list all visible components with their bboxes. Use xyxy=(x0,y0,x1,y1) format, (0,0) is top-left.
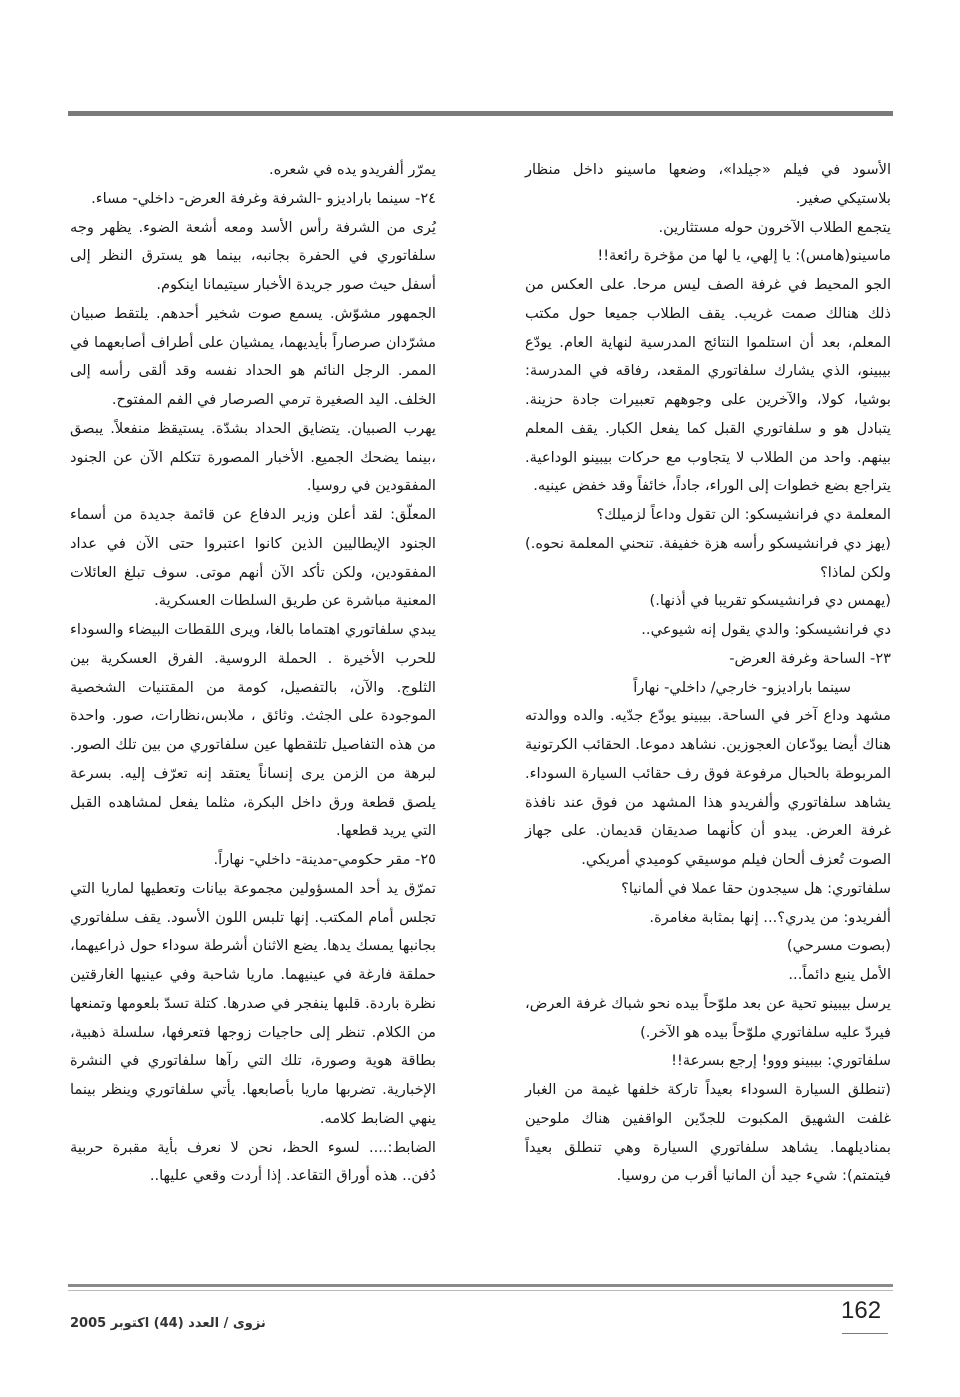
page-number: 162 xyxy=(841,1297,882,1324)
issue-footer: نزوى / العدد (44) اكتوبر 2005 xyxy=(70,1316,266,1331)
paragraph: المعلّق: لقد أعلن وزير الدفاع عن قائمة جديدة من أسماء الجنود الإيطاليين الذين كانوا اعتبروا حتى الآن في عداد المفقودين، ولكن تأكد الآن أنهم موتى. سوف تبلغ العائلات المعنية مباشرة عن طريق السلطات العسكرية. xyxy=(70,506,436,610)
bottom-divider-thin xyxy=(68,1290,893,1291)
page-number-underline xyxy=(842,1333,888,1334)
paragraph: (تنطلق السيارة السوداء بعيداً تاركة خلفها غيمة من الغبار غلفت الشهيق المكبوت للجدّين الواقفين هناك ملوحين بمناديلهما. يشاهد سلفاتوري السيارة وهي تنطلق بعيداً فيتمتم): شيء جيد أن المانيا أقرب من روسيا. xyxy=(525,1081,891,1185)
paragraph: تمرّق يد أحد المسؤولين مجموعة بيانات وتعطيها لماريا التي تجلس أمام المكتب. إنها تلبس اللون الأسود. يقف سلفاتوري بجانبها يمسك يدها. يضع الاثنان أشرطة سوداء حول ذراعيهما، حملقة فارغة في عينيهما. ماريا شاحبة وفي عينيها الغارقتين نظرة باردة. قلبها ينفجر في صدرها. كتلة تسدّ بلعومها وتمنعها من الكلام. تنظر إلى حاجيات زوجها فتعرفها، سلسلة ذهبية، بطاقة هوية وصورة، تلك التي رآها سلفاتوري في النشرة الإخبارية. تضربها ماريا بأصابعها. يأتي سلفاتوري وينظر بينما ينهي الضابط كلامه. xyxy=(70,879,436,1127)
paragraph: سلفاتوري: بيبينو ووو! إرجع بسرعة!! xyxy=(671,1052,891,1070)
paragraph: ماسينو(هامس): يا إلهي، يا لها من مؤخرة رائعة!! xyxy=(597,247,891,265)
paragraph: يتجمع الطلاب الآخرون حوله مستثارين. xyxy=(658,218,891,236)
top-divider xyxy=(68,111,893,116)
paragraph: مشهد وداع آخر في الساحة. بيبينو يودّع جدّيه. والده ووالدته هناك أيضا يودّعان العجوزين. نشاهد دموعا. الحقائب الكرتونية المربوطة بالحبال مرفوعة فوق رف حقائب السيارة السوداء. يشاهد سلفاتوري وألفريدو هذا المشهد من فوق عند نافذة غرفة العرض. يبدو أن كأنهما صديقان قديمان. على جهاز الصوت تُعزف ألحان فيلم موسيقي كوميدي أمريكي. xyxy=(525,707,891,868)
paragraph: الجمهور مشوّش. يسمع صوت شخير أحدهم. يلتقط صبيان مشرّدان صرصاراً بأيديهما، يمشيان على أطراف أصابعهما في الممر. الرجل النائم هو الحداد نفسه وقد ألقى رأسه إلى الخلف. اليد الصغيرة ترمي الصرصار في الفم المفتوح. xyxy=(70,304,436,408)
paragraph: الأمل ينبع دائماً... xyxy=(788,966,891,983)
paragraph: الأسود في فيلم «جيلدا»، وضعها ماسينو داخل منظار بلاستيكي صغير. xyxy=(525,161,891,207)
paragraph: الجو المحيط في غرفة الصف ليس مرحا. على العكس من ذلك هنالك صمت غريب. يقف الطلاب جميعا حول مكتب المعلم، بعد أن استلموا النتائج المدرسية لنهاية العام. يودّع بيبينو، الذي يشارك سلفاتوري المقعد، رفاقه في المدرسة: بوشيا، كولا، والآخرين على وجوههم تعبيرات جادة حزينة. يتبادل هو و سلفاتوري القبل كما يفعل الكبار. يقف المعلم بينهم. واحد من الطلاب لا يتجاوب مع حركات بيبينو الوداعية. يتراجع بضع خطوات إلى الوراء، جاداً، خائفاً وقد خفض عينيه. xyxy=(525,276,891,495)
paragraph: يرسل بيبينو تحية عن بعد ملوّحاً بيده نحو شباك غرفة العرض، فيردّ عليه سلفاتوري ملوّحاً بيده هو الآخر.) xyxy=(525,994,891,1041)
scene-heading: ٢٤- سينما باراديزو -الشرفة وغرفة العرض- داخلي- مساء. xyxy=(91,189,436,207)
paragraph: يُرى من الشرفة رأس الأسد ومعه أشعة الضوء. يظهر وجه سلفاتوري في الحفرة بجانبه، بينما هو يسترق النظر إلى أسفل حيث صور جريدة الأخبار سيتيمانا اينكوم. xyxy=(70,218,436,293)
paragraph: الضابط:.... لسوء الحظ، نحن لا نعرف بأية مقبرة حربية دُفن.. هذه أوراق التقاعد. إذا أردت وقعي عليها.. xyxy=(70,1138,436,1185)
paragraph: يمرّر ألفريدو يده في شعره. xyxy=(269,161,436,178)
bottom-divider xyxy=(68,1284,893,1287)
right-text-column xyxy=(525,156,891,1191)
paragraph: (يهمس دي فرانشيسكو تقريبا في أذنها.) xyxy=(649,592,891,610)
paragraph: (يهز دي فرانشيسكو رأسه هزة خفيفة. تنحني المعلمة نحوه.) ولكن لماذا؟ xyxy=(525,534,891,581)
left-text-column xyxy=(70,156,436,1191)
paragraph: ألفريدو: من يدري؟... إنها بمثابة مغامرة. xyxy=(649,908,891,926)
scene-heading: ٢٣- الساحة وغرفة العرض- xyxy=(729,649,891,667)
paragraph: يهرب الصبيان. يتضايق الحداد بشدّة. يستيقظ منفعلاً. يبصق ،بينما يضحك الجميع. الأخبار المصورة تتكلم الآن عن الجنود المفقودين في روسيا. xyxy=(70,419,436,495)
paragraph: المعلمة دي فرانشيسكو: الن تقول وداعاً لزميلك؟ xyxy=(596,506,891,523)
paragraph: (بصوت مسرحي) xyxy=(786,937,891,955)
scene-subheading: سينما باراديزو- خارجي/ داخلي- نهاراً xyxy=(633,678,851,696)
paragraph: دي فرانشيسكو: والدي يقول إنه شيوعي.. xyxy=(641,621,891,638)
paragraph: يبدي سلفاتوري اهتماما بالغا، ويرى اللقطات البيضاء والسوداء للحرب الأخيرة . الحملة الروسية. الفرق العسكرية بين الثلوج. والآن، بالتفصيل، كومة من المقتنيات الشخصية الموجودة على الجثث. وثائق ، ملابس،نظارات، صور. واحدة من هذه التفاصيل تلتقطها عين سلفاتوري من بين تلك الصور. لبرهة من الزمن يرى إنساناً يعتقد إنه تعرّف إليه. بسرعة يلصق قطعة ورق داخل البكرة، مثلما يفعل لمشاهده القبل التي يريد قطعها. xyxy=(70,621,436,840)
paragraph: سلفاتوري: هل سيجدون حقا عملا في ألمانيا؟ xyxy=(621,879,891,897)
scene-heading: ٢٥- مقر حكومي-مدينة- داخلي- نهاراً. xyxy=(213,851,436,868)
